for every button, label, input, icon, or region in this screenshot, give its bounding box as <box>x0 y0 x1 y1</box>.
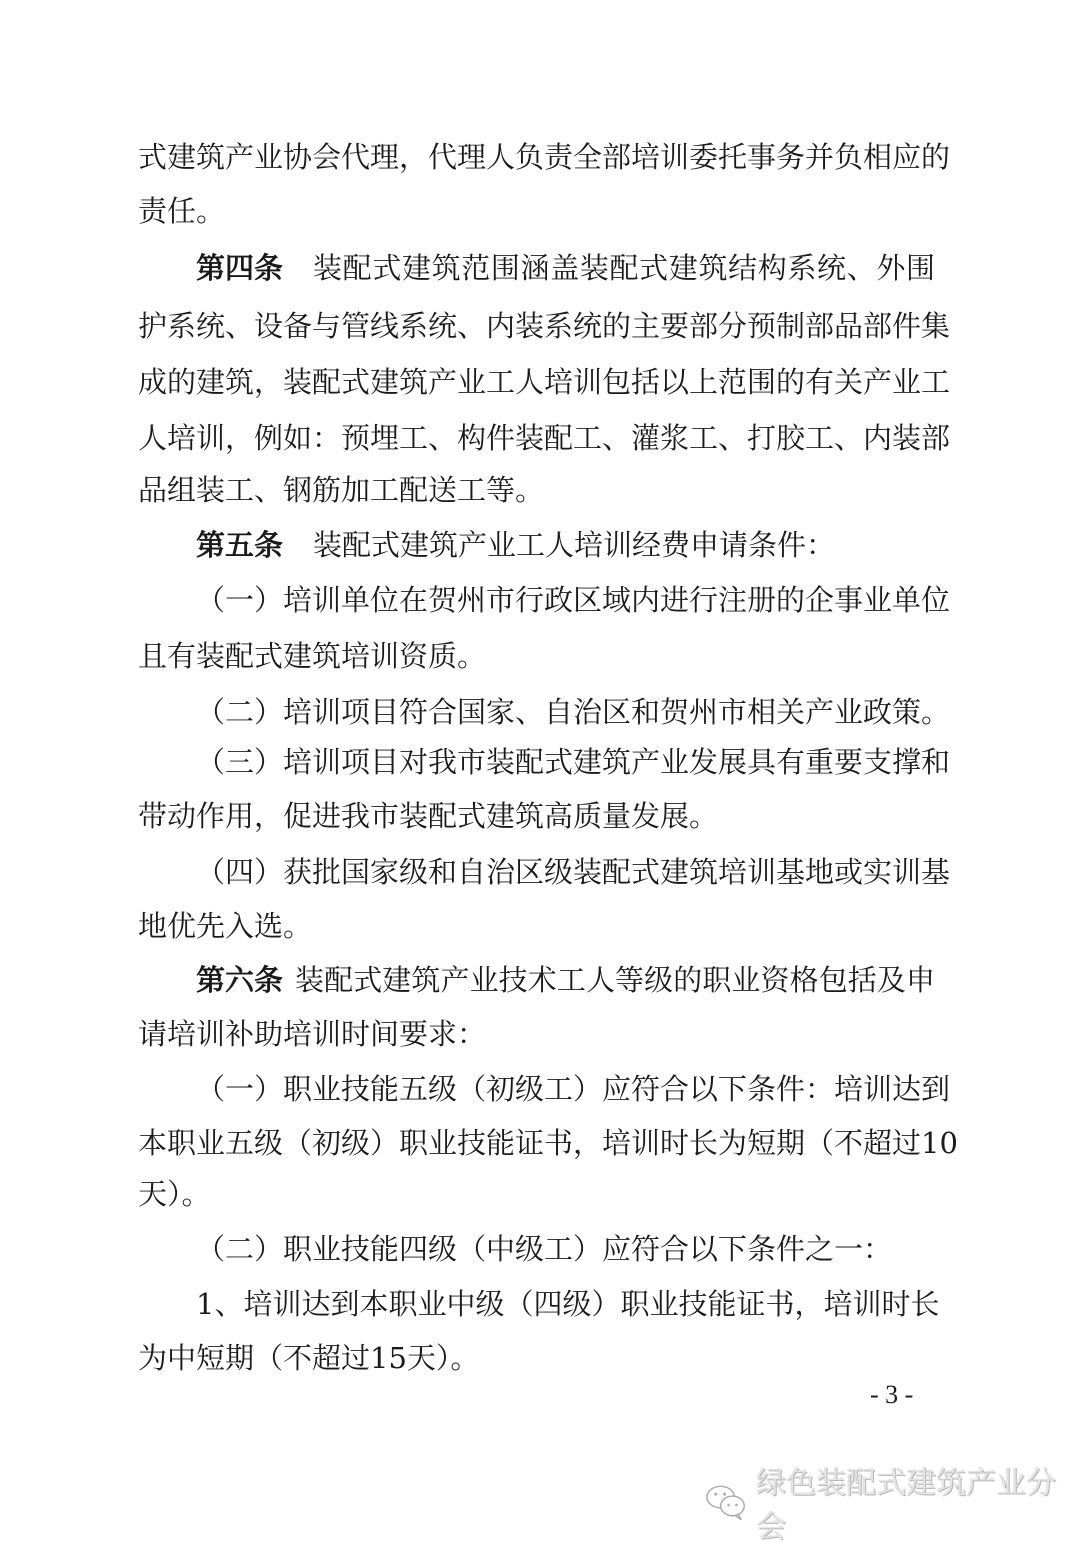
watermark <box>705 1458 1080 1546</box>
article-5-line <box>196 527 935 563</box>
paragraph-text: 装配式建筑范围涵盖装配式建筑结构系统、外围 <box>313 251 935 285</box>
paragraph-line: 带动作用，促进我市装配式建筑高质量发展。 <box>138 799 719 833</box>
paragraph-line: 人培训，例如：预埋工、构件装配工、灌浆工、打胶工、内装部 <box>138 421 951 455</box>
paragraph-line: 成的建筑，装配式建筑产业工人培训包括以上范围的有关产业工 <box>138 365 951 399</box>
paragraph-text: 装配式建筑产业工人培训经费申请条件： <box>313 528 836 562</box>
paragraph-line: （二）职业技能四级（中级工）应符合以下条件之一： <box>196 1232 893 1266</box>
article-6-line <box>196 962 935 998</box>
paragraph-line: 品组装工、钢筋加工配送工等。 <box>138 473 545 507</box>
paragraph-line: 本职业五级（初级）职业技能证书，培训时长为短期（不超过10 <box>138 1126 958 1160</box>
paragraph-line: 为中短期（不超过15天）。 <box>138 1341 480 1375</box>
paragraph-line: 1、培训达到本职业中级（四级）职业技能证书，培训时长 <box>196 1287 940 1321</box>
paragraph-line: （四）获批国家级和自治区级装配式建筑培训基地或实训基 <box>196 855 951 889</box>
paragraph-line: 式建筑产业协会代理，代理人负责全部培训委托事务并负相应的 <box>138 140 951 174</box>
wechat-icon <box>705 1482 748 1522</box>
paragraph-line: 请培训补助培训时间要求： <box>138 1017 487 1051</box>
paragraph-line: （一）培训单位在贺州市行政区域内进行注册的企事业单位 <box>196 583 951 617</box>
paragraph-text: 装配式建筑产业技术工人等级的职业资格包括及申 <box>295 963 935 997</box>
paragraph-line: 且有装配式建筑培训资质。 <box>138 639 487 673</box>
paragraph-line: （一）职业技能五级（初级工）应符合以下条件：培训达到 <box>196 1072 951 1106</box>
page-number: - 3 - <box>870 1380 914 1409</box>
article-4-line <box>196 250 935 286</box>
paragraph-line: 地优先入选。 <box>138 909 313 943</box>
paragraph-line: 责任。 <box>138 194 226 228</box>
paragraph-line: 护系统、设备与管线系统、内装系统的主要部分预制部品部件集 <box>138 309 951 343</box>
paragraph-line: （三）培训项目对我市装配式建筑产业发展具有重要支撑和 <box>196 745 951 779</box>
watermark-text: 绿色装配式建筑产业分会 <box>756 1466 1057 1545</box>
paragraph-line: 天）。 <box>138 1177 211 1211</box>
article-heading: 第四条 <box>196 251 284 285</box>
article-heading: 第六条 <box>196 963 284 997</box>
paragraph-line: （二）培训项目符合国家、自治区和贺州市相关产业政策。 <box>196 695 951 729</box>
article-heading: 第五条 <box>196 528 284 562</box>
